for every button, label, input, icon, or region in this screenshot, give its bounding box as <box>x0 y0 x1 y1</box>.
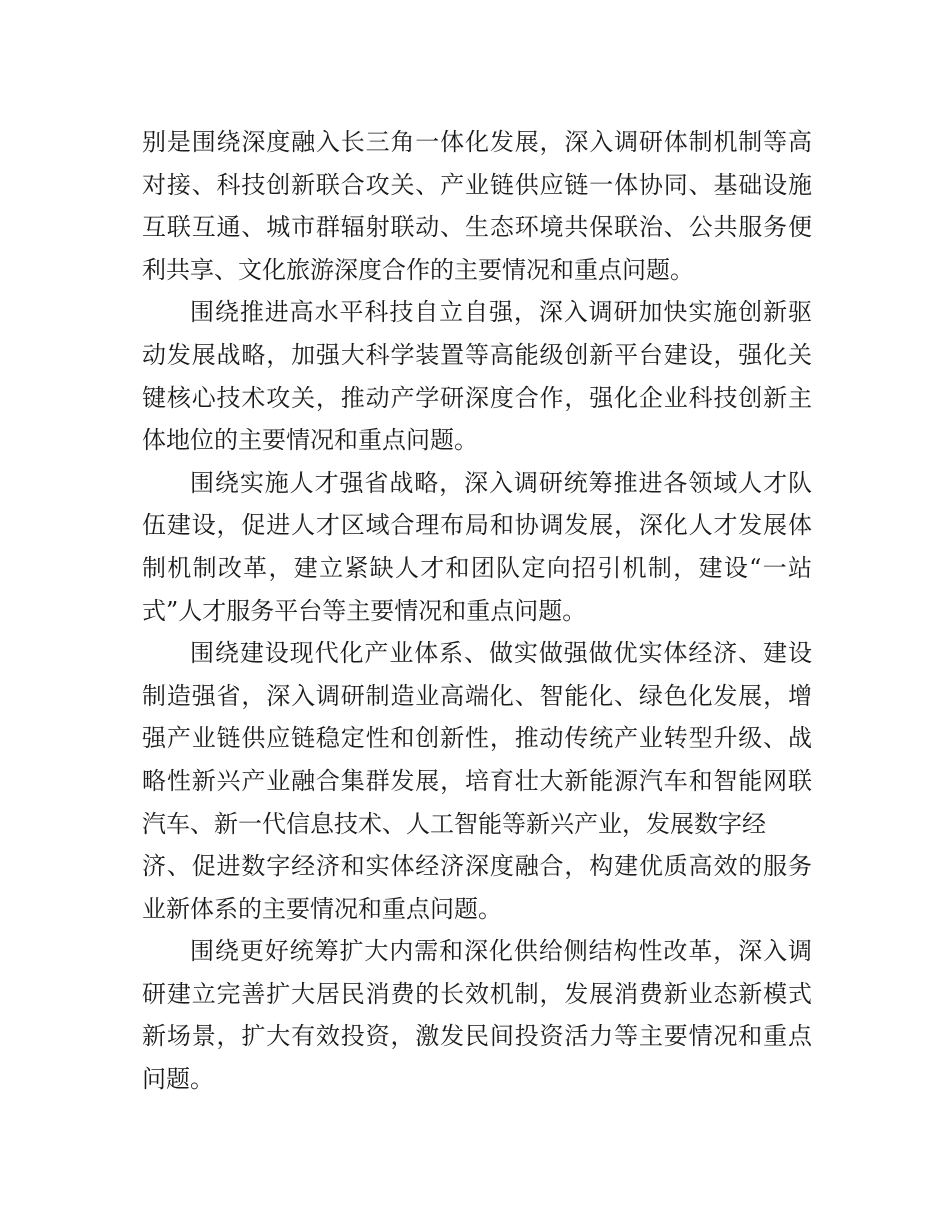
paragraph-1-line-2: 对接、科技创新联合攻关、产业链供应链一体协同、基础设施 <box>142 170 812 199</box>
paragraph-1-line-1: 别是围绕深度融入长三角一体化发展，深入调研体制机制等高 <box>142 128 812 156</box>
paragraph-3-line-2: 伍建设，促进人才区域合理布局和协调发展，深化人才发展体 <box>142 511 812 540</box>
paragraph-4-line-5: 汽车、新一代信息技术、人工智能等新兴产业，发展数字经 <box>142 809 766 838</box>
paragraph-4-line-3: 强产业链供应链稳定性和创新性，推动传统产业转型升级、战 <box>142 724 812 753</box>
paragraph-2-line-4: 体地位的主要情况和重点问题。 <box>142 426 478 455</box>
paragraph-3-line-3: 制机制改革，建立紧缺人才和团队定向招引机制，建设“一站 <box>142 553 812 582</box>
paragraph-4-line-7: 业新体系的主要情况和重点问题。 <box>142 894 502 923</box>
paragraph-4-line-1: 围绕建设现代化产业体系、做实做强做优实体经济、建设 <box>190 639 812 668</box>
paragraph-5-line-4: 问题。 <box>142 1065 214 1094</box>
paragraph-3-line-1: 围绕实施人才强省战略，深入调研统筹推进各领域人才队 <box>190 468 812 497</box>
paragraph-4 <box>142 632 812 930</box>
paragraph-2-line-1: 围绕推进高水平科技自立自强，深入调研加快实施创新驱 <box>190 298 812 327</box>
paragraph-2 <box>142 291 812 461</box>
paragraph-3 <box>142 462 812 632</box>
paragraph-1-line-4: 利共享、文化旅游深度合作的主要情况和重点问题。 <box>142 255 694 284</box>
document-body <box>142 121 812 1101</box>
paragraph-3-line-4: 式”人才服务平台等主要情况和重点问题。 <box>142 596 587 625</box>
paragraph-4-line-4: 略性新兴产业融合集群发展，培育壮大新能源汽车和智能网联 <box>142 766 812 795</box>
paragraph-4-line-2: 制造强省，深入调研制造业高端化、智能化、绿色化发展，增 <box>142 681 812 710</box>
paragraph-4-line-6: 济、促进数字经济和实体经济深度融合，构建优质高效的服务 <box>142 852 812 881</box>
paragraph-5-line-3: 新场景，扩大有效投资，激发民间投资活力等主要情况和重点 <box>142 1022 812 1051</box>
paragraph-1 <box>142 121 812 291</box>
paragraph-5 <box>142 930 812 1100</box>
paragraph-1-line-3: 互联互通、城市群辐射联动、生态环境共保联治、公共服务便 <box>142 213 812 242</box>
paragraph-2-line-3: 键核心技术攻关，推动产学研深度合作，强化企业科技创新主 <box>142 383 812 412</box>
paragraph-5-line-1: 围绕更好统筹扩大内需和深化供给侧结构性改革，深入调 <box>190 937 812 966</box>
paragraph-5-line-2: 研建立完善扩大居民消费的长效机制，发展消费新业态新模式 <box>142 979 812 1008</box>
paragraph-2-line-2: 动发展战略，加强大科学装置等高能级创新平台建设，强化关 <box>142 340 812 369</box>
